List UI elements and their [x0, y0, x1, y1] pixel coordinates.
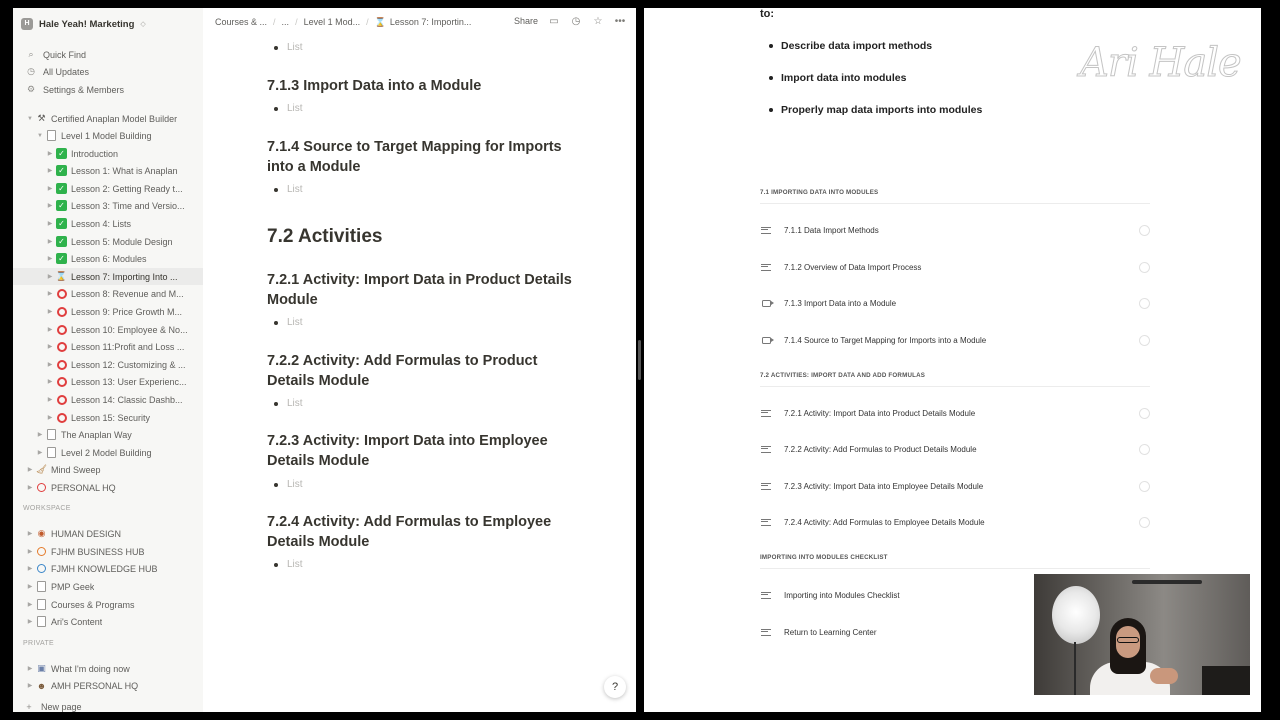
sidebar-item-amh-personal[interactable]	[13, 677, 203, 694]
chevron-right-icon[interactable]: ▶	[47, 327, 53, 333]
text-lines-icon	[760, 592, 772, 599]
divider	[760, 203, 1150, 204]
sidebar-all-updates[interactable]	[13, 63, 203, 80]
webcam-overlay	[1034, 574, 1250, 695]
sidebar-item-label: Lesson 4: Lists	[71, 218, 132, 229]
gear-icon: ⚙	[26, 84, 36, 94]
video-icon	[760, 300, 772, 307]
page-icon	[35, 615, 48, 628]
sidebar-item-label: AMH PERSONAL HQ	[51, 680, 139, 691]
plus-icon: +	[26, 701, 32, 712]
page-icon	[45, 446, 58, 459]
sidebar-item-lesson10[interactable]	[13, 321, 203, 338]
sidebar-item-label: Lesson 6: Modules	[71, 253, 147, 264]
red-circle-icon	[55, 411, 68, 424]
sidebar-item-label: Ari's Content	[51, 616, 103, 627]
chevron-right-icon[interactable]: ▶	[47, 239, 53, 245]
star-icon[interactable]: ☆	[593, 15, 603, 27]
chevron-right-icon[interactable]: ▶	[27, 683, 33, 689]
heading-7-1-3[interactable]: 7.1.3 Import Data into a Module	[267, 78, 482, 94]
hourglass-icon: ⌛	[55, 271, 68, 281]
objective-item: Describe data import methods	[769, 40, 932, 52]
list-item[interactable]: List	[274, 103, 303, 114]
ceiling-fan	[1132, 580, 1202, 584]
chevron-right-icon[interactable]: ▶	[47, 168, 53, 174]
new-page-button[interactable]	[13, 698, 203, 712]
list-item[interactable]: List	[274, 42, 303, 53]
chevron-right-icon[interactable]: ▶	[47, 274, 53, 280]
sidebar-item-label: Lesson 3: Time and Versio...	[71, 200, 185, 211]
breadcrumb-item[interactable]: Lesson 7: Importin...	[389, 17, 472, 27]
divider	[760, 568, 1150, 569]
list-item[interactable]: List	[274, 559, 303, 570]
heading-7-2-2[interactable]: 7.2.2 Activity: Add Formulas to Product Details Module	[267, 353, 538, 389]
text-lines-icon	[760, 410, 772, 417]
clock-icon: ◷	[27, 66, 35, 76]
divider	[760, 386, 1150, 387]
private-section-label: PRIVATE	[23, 640, 55, 647]
sidebar-item-label: What I'm doing now	[51, 663, 130, 674]
sidebar-item-label: Lesson 13: User Experienc...	[71, 376, 187, 387]
sidebar-item-doing-now[interactable]	[13, 660, 203, 677]
breadcrumb-item[interactable]: ...	[281, 17, 290, 27]
red-circle-icon	[55, 375, 68, 388]
share-button[interactable]: Share	[513, 16, 538, 26]
sidebar-item-aris-content[interactable]	[13, 613, 203, 630]
sidebar-item-level2[interactable]	[13, 444, 203, 461]
sidebar-item-label: The Anaplan Way	[61, 429, 132, 440]
chevron-right-icon[interactable]: ▶	[47, 256, 53, 262]
red-circle-icon	[55, 393, 68, 406]
chevron-right-icon[interactable]: ▶	[47, 186, 53, 192]
chevron-right-icon[interactable]: ▶	[47, 415, 53, 421]
help-button[interactable]: ?	[604, 676, 626, 698]
chevron-right-icon[interactable]: ▶	[47, 379, 53, 385]
status-circle-icon	[1139, 335, 1150, 346]
lesson-row[interactable]	[760, 293, 1150, 313]
text-lines-icon	[760, 227, 772, 234]
sidebar-item-fjhm-business[interactable]	[13, 543, 203, 560]
page-icon	[45, 428, 58, 441]
page-icon	[35, 598, 48, 611]
notion-window	[13, 8, 636, 712]
ring-light	[1052, 586, 1100, 644]
section-heading: IMPORTING INTO MODULES CHECKLIST	[760, 554, 888, 561]
lesson-label: Return to Learning Center	[784, 627, 877, 637]
page-icon	[35, 580, 48, 593]
sidebar-quick-find[interactable]	[13, 46, 203, 63]
chevron-right-icon[interactable]: ▶	[47, 203, 53, 209]
lesson-row[interactable]	[760, 403, 1150, 423]
palette-icon: ◉	[37, 528, 46, 538]
status-circle-icon	[1139, 444, 1150, 455]
chevron-right-icon[interactable]: ▶	[47, 291, 53, 297]
chevron-right-icon[interactable]: ▶	[47, 397, 53, 403]
text-lines-icon	[760, 519, 772, 526]
list-item[interactable]: List	[274, 184, 303, 195]
sidebar-item-label: Lesson 14: Classic Dashb...	[71, 394, 183, 405]
lesson-row[interactable]	[760, 439, 1150, 459]
chevron-right-icon[interactable]: ▶	[37, 450, 43, 456]
orange-circle-icon	[35, 545, 48, 558]
lesson-label: 7.1.2 Overview of Data Import Process	[784, 262, 922, 272]
sidebar-item-label: Certified Anaplan Model Builder	[51, 113, 178, 124]
objective-item: Import data into modules	[769, 72, 906, 84]
logo-signature: Ari Hale	[1080, 40, 1241, 86]
sidebar-item-level1[interactable]	[13, 127, 203, 144]
sidebar-item-label: FJMH KNOWLEDGE HUB	[51, 563, 158, 574]
status-circle-icon	[1139, 517, 1150, 528]
sidebar-item-anaplan[interactable]	[13, 110, 203, 127]
chevron-right-icon[interactable]: ▶	[47, 344, 53, 350]
broom-icon: 🧹︎	[35, 464, 48, 474]
chevron-right-icon[interactable]: ▶	[37, 432, 43, 438]
sidebar-item-label: Settings & Members	[43, 84, 125, 95]
chevron-right-icon[interactable]: ▶	[47, 151, 53, 157]
check-icon: ✓	[55, 252, 68, 265]
split-view-handle[interactable]	[638, 340, 641, 380]
check-icon: ✓	[55, 164, 68, 177]
hourglass-icon: ⌛	[374, 16, 386, 27]
sidebar-item-lesson11[interactable]	[13, 338, 203, 355]
text-lines-icon	[760, 629, 772, 636]
lesson-label: 7.2.2 Activity: Add Formulas to Product Details Module	[784, 444, 977, 454]
sidebar-item-lesson13[interactable]	[13, 373, 203, 390]
sidebar-item-lesson2[interactable]	[13, 180, 203, 197]
lesson-label: 7.1.4 Source to Target Mapping for Imports into a Module	[784, 335, 987, 345]
status-circle-icon	[1139, 225, 1150, 236]
chevron-right-icon[interactable]: ▶	[27, 602, 33, 608]
tools-icon: ⚒	[37, 113, 46, 123]
chevron-right-icon[interactable]: ▶	[27, 666, 33, 672]
sidebar-item-label: Lesson 1: What is Anaplan	[71, 165, 178, 176]
chevron-right-icon[interactable]: ▶	[47, 221, 53, 227]
status-circle-icon	[1139, 481, 1150, 492]
chevron-right-icon[interactable]: ▶	[47, 309, 53, 315]
list-item[interactable]: List	[274, 317, 303, 328]
lesson-row[interactable]	[760, 476, 1150, 496]
chevron-right-icon[interactable]: ▶	[27, 549, 33, 555]
sidebar-item-lesson5[interactable]	[13, 233, 203, 250]
check-icon: ✓	[55, 182, 68, 195]
sidebar-item-label: Lesson 7: Importing Into ...	[71, 271, 178, 282]
sidebar-item-anaplan-way[interactable]	[13, 426, 203, 443]
check-icon: ✓	[55, 235, 68, 248]
text-lines-icon	[760, 446, 772, 453]
sidebar-item-label: Lesson 8: Revenue and M...	[71, 288, 184, 299]
sidebar-item-courses[interactable]	[13, 596, 203, 613]
new-page-label: New page	[41, 701, 82, 712]
comment-icon[interactable]: ▭	[549, 15, 559, 27]
lesson-row[interactable]	[760, 330, 1150, 350]
video-icon	[760, 337, 772, 344]
sidebar-item-lesson7[interactable]	[13, 268, 203, 285]
page-icon	[45, 129, 58, 142]
section-heading: 7.2 ACTIVITIES: IMPORT DATA AND ADD FORMULAS	[760, 372, 926, 379]
list-item[interactable]: List	[274, 398, 303, 409]
topbar-actions	[514, 15, 626, 27]
intro-text: to:	[760, 8, 775, 20]
lesson-label: 7.1.1 Data Import Methods	[784, 225, 879, 235]
section-heading: 7.1 IMPORTING DATA INTO MODULES	[760, 189, 879, 196]
lesson-row[interactable]	[760, 512, 1150, 532]
sidebar-item-label: Lesson 12: Customizing & ...	[71, 359, 186, 370]
heading-7-2-1[interactable]: 7.2.1 Activity: Import Data in Product Details Module	[267, 272, 572, 308]
red-circle-icon	[55, 287, 68, 300]
sidebar-item-label: Lesson 2: Getting Ready t...	[71, 183, 183, 194]
workspace-section-label: WORKSPACE	[23, 505, 71, 512]
heading-7-2[interactable]: 7.2 Activities	[267, 226, 383, 247]
sidebar-item-label: Lesson 10: Employee & No...	[71, 324, 188, 335]
sidebar-item-lesson6[interactable]	[13, 250, 203, 267]
sidebar-item-label: PMP Geek	[51, 581, 95, 592]
chevron-updown-icon: ◇	[140, 21, 146, 28]
sidebar-item-lesson4[interactable]	[13, 215, 203, 232]
breadcrumb: Courses & ... / ... / Level 1 Mod... / ⌛ Lesson 7: Importin...	[215, 16, 472, 27]
sidebar-item-label: Mind Sweep	[51, 464, 101, 475]
sidebar-item-lesson15[interactable]	[13, 409, 203, 426]
red-circle-icon	[55, 358, 68, 371]
sidebar-item-lesson12[interactable]	[13, 356, 203, 373]
text-lines-icon	[760, 264, 772, 271]
topbar	[203, 8, 636, 36]
search-icon: ⌕	[28, 49, 34, 59]
blue-circle-icon	[35, 562, 48, 575]
objective-item: Properly map data imports into modules	[769, 104, 982, 116]
list-item[interactable]: List	[274, 479, 303, 490]
image-icon: ▣	[37, 663, 46, 673]
sidebar-item-lesson9[interactable]	[13, 303, 203, 320]
red-circle-icon	[55, 340, 68, 353]
check-icon: ✓	[55, 217, 68, 230]
sidebar-item-lesson8[interactable]	[13, 285, 203, 302]
status-circle-icon	[1139, 408, 1150, 419]
chevron-right-icon[interactable]: ▶	[27, 566, 33, 572]
lesson-label: 7.2.3 Activity: Import Data into Employee Details Module	[784, 481, 984, 491]
check-icon: ✓	[55, 199, 68, 212]
status-circle-icon	[1139, 298, 1150, 309]
sidebar-item-label: PERSONAL HQ	[51, 482, 116, 493]
lesson-label: Importing into Modules Checklist	[784, 590, 900, 600]
breadcrumb-item[interactable]: Level 1 Mod...	[303, 17, 361, 27]
sidebar-item-lesson14[interactable]	[13, 391, 203, 408]
chevron-down-icon[interactable]: ▼	[37, 132, 43, 139]
lesson-row[interactable]	[760, 220, 1150, 240]
lesson-label: 7.2.1 Activity: Import Data into Product Details Module	[784, 408, 976, 418]
sidebar-item-label: All Updates	[43, 66, 90, 77]
person-icon: ☻	[36, 680, 47, 691]
sidebar-item-label: Level 1 Model Building	[61, 130, 152, 141]
lesson-row[interactable]	[760, 257, 1150, 277]
heading-7-2-3[interactable]: 7.2.3 Activity: Import Data into Employee Details Module	[267, 433, 548, 469]
chevron-down-icon[interactable]: ▼	[27, 115, 33, 122]
workspace-badge: H	[21, 18, 33, 30]
lesson-label: 7.1.3 Import Data into a Module	[784, 298, 897, 308]
heading-7-1-4[interactable]: 7.1.4 Source to Target Mapping for Imports into a Module	[267, 139, 562, 175]
red-circle-icon	[55, 305, 68, 318]
breadcrumb-item[interactable]: Courses & ...	[215, 17, 268, 27]
workspace-name: Hale Yeah! Marketing	[39, 18, 135, 30]
clock-icon[interactable]: ◷	[571, 15, 581, 27]
sidebar-item-label: Lesson 15: Security	[71, 412, 151, 423]
check-icon: ✓	[55, 147, 68, 160]
sidebar-item-human-design[interactable]	[13, 525, 203, 542]
chevron-right-icon[interactable]: ▶	[27, 619, 33, 625]
status-circle-icon	[1139, 262, 1150, 273]
sidebar	[13, 8, 203, 712]
sidebar-item-label: Lesson 11:Profit and Loss ...	[71, 341, 185, 352]
sidebar-item-introduction[interactable]	[13, 145, 203, 162]
chevron-right-icon[interactable]: ▶	[27, 485, 33, 491]
sidebar-item-pmp-geek[interactable]	[13, 578, 203, 595]
sidebar-item-lesson3[interactable]	[13, 197, 203, 214]
more-icon[interactable]: •••	[614, 15, 626, 27]
sidebar-item-label: Quick Find	[43, 49, 87, 60]
chevron-right-icon[interactable]: ▶	[47, 362, 53, 368]
lesson-label: 7.2.4 Activity: Add Formulas to Employee Details Module	[784, 517, 985, 527]
sidebar-item-fjmh-knowledge[interactable]	[13, 560, 203, 577]
sidebar-item-label: HUMAN DESIGN	[51, 528, 122, 539]
workspace-switcher[interactable]	[21, 16, 146, 32]
sidebar-settings[interactable]	[13, 81, 203, 98]
sidebar-item-label: Introduction	[71, 148, 119, 159]
sidebar-item-mind-sweep[interactable]	[13, 461, 203, 478]
heading-7-2-4[interactable]: 7.2.4 Activity: Add Formulas to Employee Details Module	[267, 514, 552, 550]
sidebar-item-label: FJHM BUSINESS HUB	[51, 546, 145, 557]
red-circle-icon	[35, 481, 48, 494]
sidebar-item-label: Lesson 9: Price Growth M...	[71, 306, 183, 317]
chevron-right-icon[interactable]: ▶	[27, 467, 33, 473]
sidebar-item-personal-hq[interactable]	[13, 479, 203, 496]
sidebar-item-label: Lesson 5: Module Design	[71, 236, 173, 247]
text-lines-icon	[760, 483, 772, 490]
sidebar-item-label: Courses & Programs	[51, 599, 135, 610]
red-circle-icon	[55, 323, 68, 336]
chevron-right-icon[interactable]: ▶	[27, 584, 33, 590]
chevron-right-icon[interactable]: ▶	[27, 531, 33, 537]
sidebar-item-label: Level 2 Model Building	[61, 447, 152, 458]
sidebar-item-lesson1[interactable]	[13, 162, 203, 179]
